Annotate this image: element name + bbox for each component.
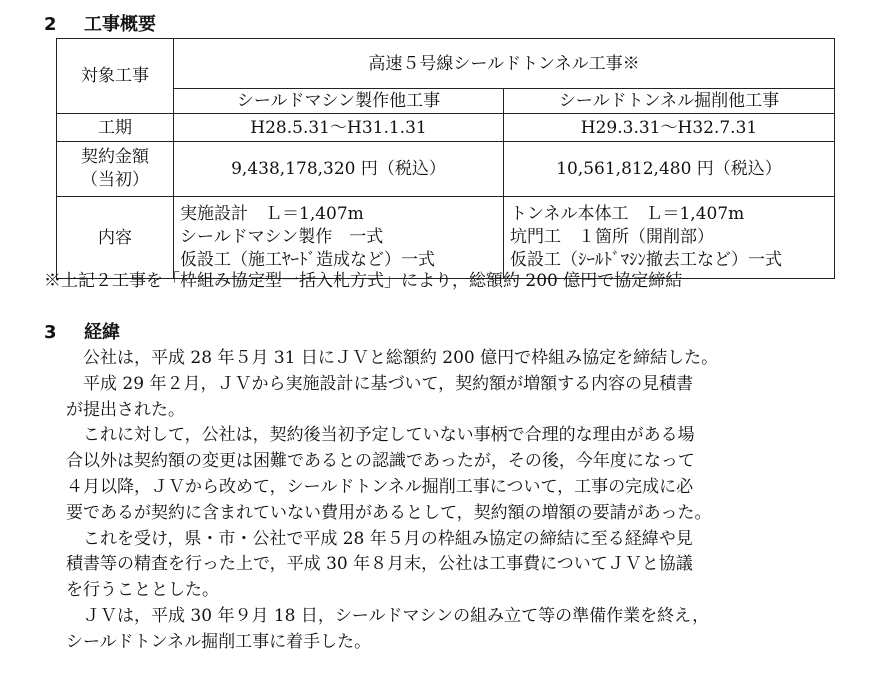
body-line: 公社は，平成 28 年５月 31 日にＪＶと総額約 200 億円で枠組み協定を締結した。 [83, 348, 719, 368]
body-line: ４月以降，ＪＶから改めて，シールドトンネル掘削工事について，工事の完成に必 [66, 476, 694, 497]
work-2-content-line: 仮設工（ｼｰﾙﾄﾞﾏｼﾝ撤去工など）一式 [510, 250, 782, 270]
work-2-name: シールドトンネル掘削他工事 [504, 89, 835, 114]
section-3-number: 3 [44, 322, 57, 343]
body-line: が提出された。 [66, 399, 185, 420]
table-header-row [57, 39, 835, 89]
body-line: 積書等の精査を行った上で，平成 30 年８月末，公社は工事費についてＪＶと協議 [66, 554, 693, 575]
work-2-content-line: 坑門工 １箇所（開削部） [510, 227, 714, 247]
work-2-period: H29.3.31〜H32.7.31 [504, 114, 835, 142]
section-2-heading [44, 10, 156, 36]
amount-label [57, 142, 174, 197]
work-1-content-line: シールドマシン製作 一式 [180, 227, 384, 247]
section-3-heading [44, 318, 120, 344]
project-name-cell: 高速５号線シールドトンネル工事※ [174, 39, 835, 89]
work-1-content-line: 実施設計 Ｌ＝1,407m [180, 204, 364, 224]
content-label: 内容 [57, 197, 174, 279]
body-line: 合以外は契約額の変更は困難であるとの認識であったが，その後，今年度になって [66, 451, 695, 472]
section-2-number: 2 [44, 14, 57, 35]
amount-row [57, 142, 835, 197]
target-work-header: 対象工事 [57, 39, 174, 114]
work-1-name: シールドマシン製作他工事 [174, 89, 504, 114]
work-1-content-line: 仮設工（施工ﾔｰﾄﾞ造成など）一式 [180, 250, 435, 270]
body-line: これを受け，県・市・公社で平成 28 年５月の枠組み協定の締結に至る経緯や見 [83, 528, 693, 549]
history-body-text [66, 346, 846, 656]
body-line: 要であるが契約に含まれていない費用があるとして，契約額の増額の要請があった。 [66, 502, 712, 523]
body-line: ＪＶは，平成 30 年９月 18 日，シールドマシンの組み立て等の準備作業を終え， [83, 605, 710, 626]
body-line: これに対して，公社は，契約後当初予定していない事柄で合理的な理由がある場 [83, 425, 695, 446]
body-line: シールドトンネル掘削工事に着手した。 [66, 631, 372, 652]
work-2-amount: 10,561,812,480 円（税込） [504, 142, 835, 197]
project-overview-table [56, 38, 835, 279]
body-line: を行うこととした。 [66, 580, 219, 601]
period-row [57, 114, 835, 142]
section-2-title: 工事概要 [84, 14, 156, 35]
amount-label-line2: （当初） [81, 170, 149, 190]
work-1-period: H28.5.31〜H31.1.31 [174, 114, 504, 142]
table-footnote: ※上記２工事を「枠組み協定型一括入札方式」により，総額約 200 億円で協定締結 [44, 271, 683, 291]
section-3-title: 経緯 [84, 322, 120, 343]
period-label: 工期 [57, 114, 174, 142]
body-line: 平成 29 年２月，ＪＶから実施設計に基づいて，契約額が増額する内容の見積書 [83, 373, 694, 394]
work-names-row [57, 89, 835, 114]
amount-label-line1: 契約金額 [81, 147, 149, 167]
work-1-amount: 9,438,178,320 円（税込） [174, 142, 504, 197]
work-2-content-line: トンネル本体工 Ｌ＝1,407m [510, 204, 745, 224]
